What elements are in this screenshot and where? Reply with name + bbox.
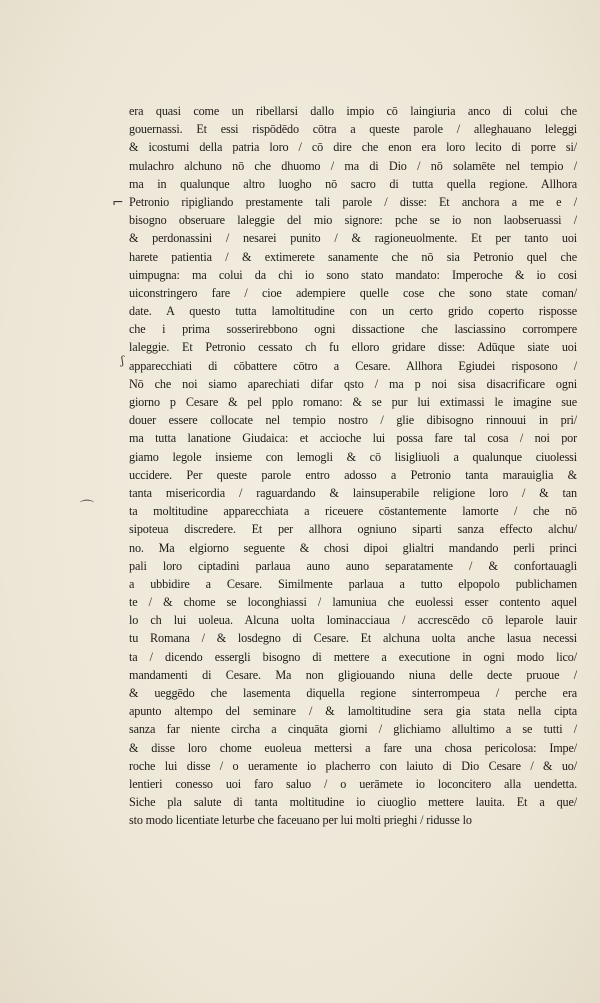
text-line: tanta misericordia / raguardando & lainsuperabile religione loro / & tan	[129, 485, 577, 500]
text-line: ma in qualunque altro luogho nō sacro di tutta quella regione. Allhora	[129, 176, 577, 191]
margin-mark-1: ⌐	[112, 195, 124, 211]
text-line: Nō che noi siamo aparechiati difar qsto / ma p noi sisa disacrificare ogni	[129, 376, 577, 391]
text-line: gouernassi. Et essi rispōdēdo cōtra a queste parole / alleghauano leleggi	[129, 122, 577, 137]
text-line: & ueggēdo che lasementa diquella regione sinterrompeua / perche era	[129, 686, 577, 700]
text-line: & perdonassini / nesarei punito / & ragioneuolmente. Et per tanto uoi	[129, 231, 577, 246]
text-line: lentieri conesso uoi faro saluo / o uerāmete io loconcitero alla uendetta.	[129, 776, 577, 791]
text-line: ta / dicendo essergli bisogno di mettere a executione in ogni modo lico/	[129, 649, 577, 664]
margin-mark-2: ʃ	[121, 354, 124, 367]
text-line: giorno p Cesare & pel pplo romano: & se pur lui extimassi le imagine sue	[129, 395, 577, 409]
text-line: mandamenti di Cesare. Ma non gligiouando niuna delle decte pruoue /	[129, 667, 577, 682]
text-line: uimpugna: ma colui da chi io sono stato mandato: Imperoche & io cosi	[129, 267, 577, 282]
text-line: bisogno obseruare laleggie del mio signore: pche se io non laobseruassi /	[129, 213, 577, 228]
text-line: roche lui disse / o ueramente io placherro con laiuto di Dio Cesare / & uo/	[129, 758, 577, 773]
text-line: & disse loro chome euoleua mettersi a fare una chosa pericolosa: Impe/	[129, 740, 577, 755]
text-line: Petronio ripigliando prestamente tali parole / disse: Et anchora a me e /	[129, 194, 577, 209]
text-line: sipoteua discredere. Et per allhora ogniuno siparti sanza effecto alchu/	[129, 522, 577, 537]
text-line: pali loro ciptadini parlaua auno auno separatamente / & confortauagli	[129, 558, 577, 573]
text-line: ma tutta lanatione Giudaica: et accioche lui possa fare tal cosa / noi por	[129, 431, 577, 446]
text-line: laleggie. Et Petronio cessato ch fu elloro gridare disse: Adūque siate uoi	[129, 340, 577, 355]
text-line: mulachro alchuno nō che dhuomo / ma di Dio / nō solamēte nel tempio /	[129, 158, 577, 173]
text-line: sanza far niente circha a cinquāta giorni / glichiamo allultimo a se tutti /	[129, 722, 577, 737]
text-line: ta moltitudine apparecchiata a riceuere cōstantemente lamorte / che nō	[129, 504, 577, 519]
text-line: che i prima sosserirebbono ogni dissactione che lasciassino corrompere	[129, 322, 577, 337]
text-line: uiconstringero fare / cioe adempiere quelle cose che sono state coman/	[129, 285, 577, 300]
text-line: date. A questo tutta lamoltitudine con un certo grido coperto risposse	[129, 304, 577, 319]
text-line: era quasi come un ribellarsi dallo impio cō laingiuria anco di colui che	[129, 104, 577, 118]
text-line: Siche pla salute di tanta moltitudine io ciuoglio mettere lauita. Et a que/	[129, 795, 577, 810]
text-line: te / & chome se loconghiassi / lamuniua che euolessi esser contento aquel	[129, 595, 577, 610]
text-line: uccidere. Per queste parole entro adosso a Petronio tanta marauiglia &	[129, 467, 577, 482]
text-line: harete patientia / & extimerete sanamente che nō sia Petronio quel che	[129, 249, 577, 264]
text-line: douer essere collocate nel tempio nostro / glie dibisogno rinnouui in pri/	[129, 413, 577, 428]
text-line: lo ch lui uoleua. Alcuna uolta lominacciaua / accrescēdo cō leparole lauir	[129, 613, 577, 628]
text-line: no. Ma elgiorno seguente & chosi dipoi glialtri mandando perli princi	[129, 540, 577, 555]
margin-mark-3: ⌒	[80, 500, 94, 516]
body-text	[129, 102, 577, 830]
text-line: & icostumi della patria loro / cō dire che enon era loro lecito di porre si/	[129, 140, 577, 155]
text-line: apunto altempo del seminare / & lamoltitudine sera gia stata nella cipta	[129, 704, 577, 719]
text-line: giamo legole insieme con lemogli & cō lisigliuoli a qualunque ciuolessi	[129, 449, 577, 464]
text-line: a ubbidire a Cesare. Similmente parlaua a tutto elpopolo publichamen	[129, 576, 577, 591]
text-line: sto modo licentiate leturbe che faceuano per lui molti prieghi / ridusse lo	[129, 813, 472, 828]
text-line: apparecchiati di cōbattere cōtro a Cesare. Allhora Egiudei risposono /	[129, 358, 577, 373]
text-line: tu Romana / & losdegno di Cesare. Et alchuna uolta anche lasua necessi	[129, 631, 577, 646]
